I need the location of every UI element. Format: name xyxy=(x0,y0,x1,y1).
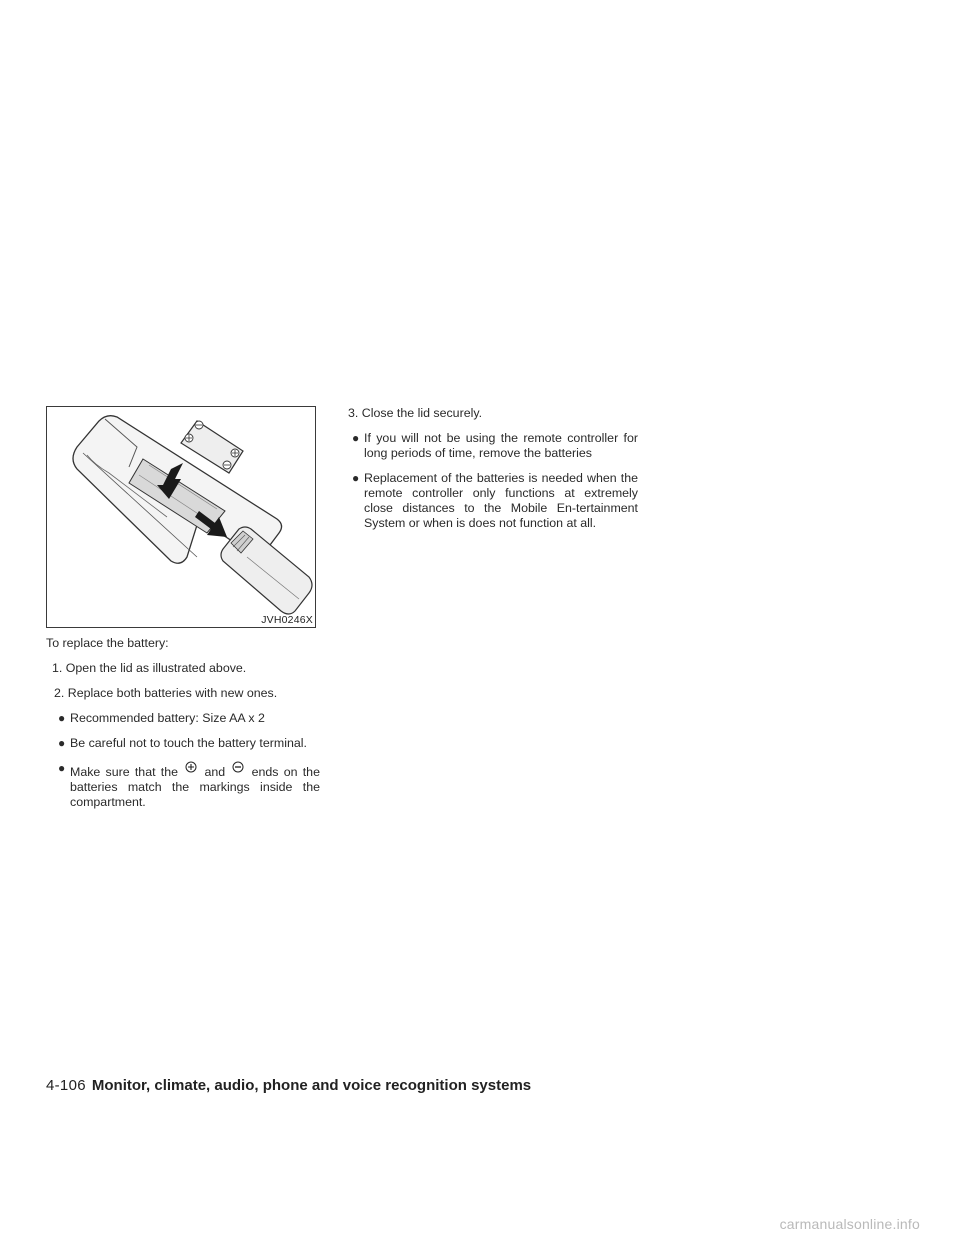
right-column xyxy=(348,406,638,541)
bullet-marker: ● xyxy=(58,736,66,750)
section-title: Monitor, climate, audio, phone and voice recognition systems xyxy=(91,1077,532,1094)
bullet-marker: ● xyxy=(58,711,66,725)
bullet-long-periods xyxy=(348,431,638,461)
bullet-careful-terminal xyxy=(46,736,320,751)
page-footer xyxy=(46,1077,531,1094)
positive-terminal-icon xyxy=(185,761,197,773)
step-2: 2. Replace both batteries with new ones. xyxy=(54,686,278,700)
bullet-text: Recommended battery: Size AA x 2 xyxy=(70,711,265,725)
step-1: 1. Open the lid as illustrated above. xyxy=(52,661,247,675)
intro-text: To replace the battery: xyxy=(46,636,169,650)
bullet-marker: ● xyxy=(58,761,66,775)
bullet-text: Replacement of the batteries is needed when the remote controller only functions at extremely close distances to the Mobile En-tertainment System or when is does not function at all. xyxy=(364,471,638,530)
bullet-polarity xyxy=(46,761,320,810)
page-number: 4-106 xyxy=(46,1077,86,1094)
bullet-text-part-b: and xyxy=(204,765,226,779)
figure-code: JVH0246X xyxy=(261,614,313,626)
battery-replacement-illustration xyxy=(46,406,316,628)
remote-controller-drawing xyxy=(47,407,316,628)
bullet-replacement-needed xyxy=(348,471,638,531)
bullet-recommended-battery xyxy=(46,711,320,726)
bullet-marker: ● xyxy=(352,471,360,485)
negative-terminal-icon xyxy=(232,761,244,773)
step-3: 3. Close the lid securely. xyxy=(348,406,483,420)
left-column xyxy=(46,636,320,820)
bullet-text: If you will not be using the remote controller for long periods of time, remove the batteries xyxy=(364,431,638,460)
bullet-text-part-a: Make sure that the xyxy=(70,765,178,779)
bullet-marker: ● xyxy=(352,431,360,445)
bullet-text: Be careful not to touch the battery terminal. xyxy=(70,736,307,750)
bullet-text-part-c: ends on the batteries match the markings inside the compartment. xyxy=(70,765,320,809)
watermark: carmanualsonline.info xyxy=(779,1216,920,1232)
